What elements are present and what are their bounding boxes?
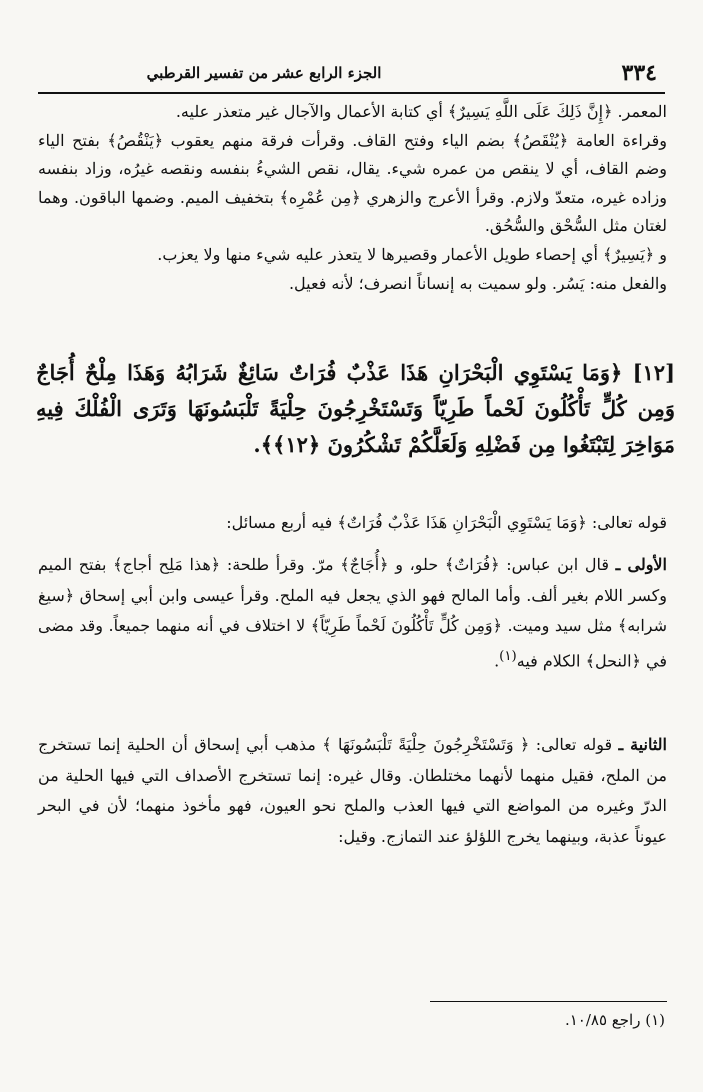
section-label: الثانية ـ (618, 735, 667, 754)
footnote-ref: (١) (499, 648, 517, 664)
section-label: الأولى ـ (615, 555, 667, 574)
page-header (38, 62, 665, 94)
paragraph: و ﴿يَسِيرٌ﴾ أي إحصاء طويل الأعمار وقصيرها لا يتعذر عليه شيء منها ولا يعزب. (157, 244, 667, 264)
footnote-divider (430, 1001, 667, 1002)
section-second (38, 730, 667, 852)
intro-text: قوله تعالى: ﴿وَمَا يَسْتَوِي الْبَحْرَانِ هَذَا عَذْبٌ فُرَاتٌ﴾ فيه أربع مسائل: (226, 513, 667, 532)
section-text: قوله تعالى: ﴿ وَتَسْتَخْرِجُونَ حِلْيَةً تَلْبَسُونَهَا ﴾ مذهب أبي إسحاق أن الحلية إنما تستخرج من الملح، فقيل منهما لأنهما مختلطان. وقال غيره: إنما تستخرج الأصداف التي فيها الحلية من الدرّ وغيره من المواضع التي فيها العذب والملح نحو العيون، فهو مأخوذ منهما؛ لأن في البحر عيوناً عذبة، وبينهما يخرج اللؤلؤ عند التمازج. وقيل: (38, 735, 667, 846)
paragraph: وقراءة العامة ﴿يُنْقَصُ﴾ بضم الياء وفتح القاف. وقرأت فرقة منهم يعقوب ﴿يَنْقُصُ﴾ بفتح الياء وضم القاف، أي لا ينقص من عمره شيء. يقال، نقص الشيءُ بنفسه ونقصه غيرُه، وزاد بنفسه وزاده غيره، متعدّ ولازم. وقرأ الأعرج والزهري ﴿مِن عُمْرِه﴾ بتخفيف الميم. وضمها الباقون. وهما لغتان مثل السُّحْق والسُّحُق. (38, 130, 668, 236)
paragraph: المعمر. ﴿إِنَّ ذَلِكَ عَلَى اللَّهِ يَسِيرٌ﴾ أي كتابة الأعمال والآجال غير متعذر عليه. (175, 102, 667, 121)
page-number: ٣٣٤ (621, 60, 657, 86)
paragraph: والفعل منه: يَسُر. ولو سميت به إنساناً انصرف؛ لأنه فعيل. (288, 273, 667, 293)
verse-number: [١٢] (632, 360, 675, 385)
running-title: الجزء الرابع عشر من تفسير القرطبي (146, 64, 382, 82)
footnote: (١) راجع ١٠/٨٥. (564, 1011, 665, 1029)
commentary-text (38, 98, 667, 298)
quran-verse (36, 355, 675, 463)
verse-intro (38, 508, 667, 539)
section-text: قال ابن عباس: ﴿فُرَاتٌ﴾ حلو، و ﴿أُجَاجٌ﴾ مرّ. وقرأ طلحة: ﴿هذا مَلِح أجاج﴾ بفتح الميم وكسر اللام بغير ألف. وأما المالح فهو الذي يجعل فيه الملح. وقرأ عيسى وابن أبي إسحاق ﴿سيغ شرابه﴾ مثل سيد وميت. ﴿وَمِن كُلٍّ تَأْكُلُونَ لَحْماً طَرِيّاً﴾ لا اختلاف في أنه منهما جميعاً. وقد مضى في ﴿النحل﴾ الكلام فيه (38, 555, 667, 670)
verse-text: ﴿وَمَا يَسْتَوِي الْبَحْرَانِ هَذَا عَذْبٌ فُرَاتٌ سَائِغٌ شَرَابُهُ وَهَذَا مِلْحٌ أُجَاجٌ وَمِن كُلٍّ تَأْكُلُونَ لَحْماً طَرِيّاً وَتَسْتَخْرِجُونَ حِلْيَةً تَلْبَسُونَهَا وَتَرَى الْفُلْكَ فِيهِ مَوَاخِرَ لِتَبْتَغُوا مِن فَضْلِهِ وَلَعَلَّكُمْ تَشْكُرُونَ ﴿١٢﴾﴾. (36, 360, 675, 457)
section-first: الأولى ـ قال ابن عباس: ﴿فُرَاتٌ﴾ حلو، و ﴿أُجَاجٌ﴾ مرّ. وقرأ طلحة: ﴿هذا مَلِح أجاج﴾ بفتح الميم وكسر اللام بغير ألف. وأما المالح فهو الذي يجعل فيه الملح. وقرأ عيسى وابن أبي إسحاق ﴿سيغ شرابه﴾ مثل سيد وميت. ﴿وَمِن كُلٍّ تَأْكُلُونَ لَحْماً طَرِيّاً﴾ لا اختلاف في أنه منهما جميعاً. وقد مضى في ﴿النحل﴾ الكلام فيه$^{(١)}$. (38, 555, 667, 670)
